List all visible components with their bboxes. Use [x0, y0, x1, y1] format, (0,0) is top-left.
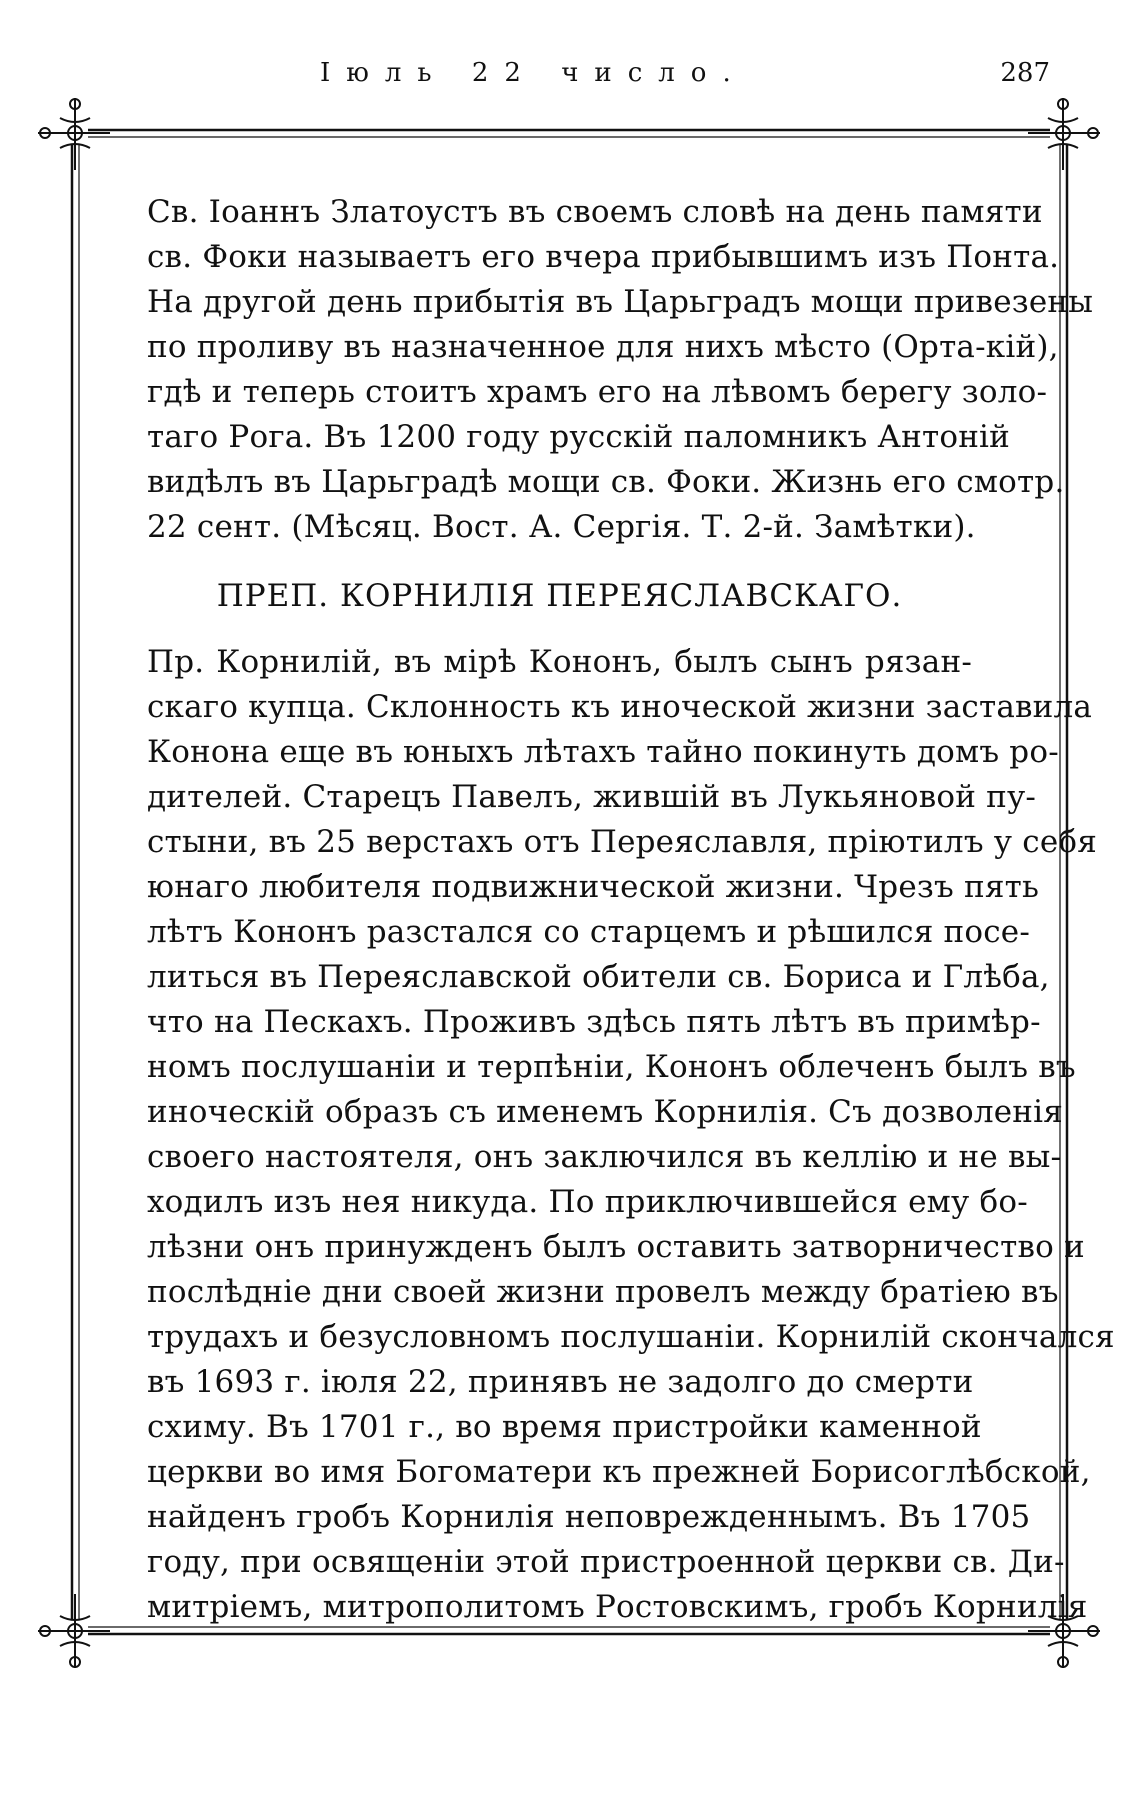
- text-line: скаго купца. Склонность къ иноческой жизни заставила: [147, 689, 1093, 725]
- corner-ornament-bottom-left: [38, 1594, 110, 1668]
- text-line: На другой день прибытія въ Царьградъ мощи привезены: [147, 284, 1094, 320]
- text-line: Пр. Корнилій, въ мірѣ Кононъ, былъ сынъ рязан-: [147, 644, 972, 680]
- text-line: трудахъ и безусловномъ послушаніи. Корнилій скончался: [147, 1319, 1115, 1355]
- text-line: стыни, въ 25 верстахъ отъ Переяславля, пріютилъ у себя: [147, 824, 1098, 860]
- text-line: ходилъ изъ нея никуда. По приключившейся ему бо-: [147, 1184, 1028, 1220]
- text-line: гдѣ и теперь стоитъ храмъ его на лѣвомъ берегу золо-: [147, 374, 1048, 410]
- text-line: св. Фоки называетъ его вчера прибывшимъ изъ Понта.: [147, 239, 1060, 275]
- paragraph-feast-st-phocas: [147, 190, 1094, 550]
- text-line: схиму. Въ 1701 г., во время пристройки каменной: [147, 1409, 982, 1445]
- text-line: номъ послушаніи и терпѣніи, Кононъ облеченъ былъ въ: [147, 1049, 1076, 1085]
- page-number: 287: [1000, 58, 1050, 88]
- corner-ornament-top-right: [1028, 98, 1100, 170]
- text-line: 22 сент. (Мѣсяц. Вост. А. Сергія. Т. 2-й. Замѣтки).: [147, 509, 976, 545]
- page-body: [147, 190, 1115, 1630]
- corner-ornament-top-left: [38, 98, 110, 170]
- text-line: юнаго любителя подвижнической жизни. Чрезъ пять: [147, 869, 1040, 905]
- text-line: видѣлъ въ Царьградѣ мощи св. Фоки. Жизнь его смотр.: [147, 464, 1065, 500]
- text-line: Св. Іоаннъ Златоустъ въ своемъ словѣ на день памяти: [147, 194, 1043, 230]
- text-line: въ 1693 г. іюля 22, принявъ не задолго до смерти: [147, 1364, 974, 1400]
- text-line: дителей. Старецъ Павелъ, жившій въ Лукьяновой пу-: [147, 779, 1037, 815]
- text-line: лѣтъ Кононъ разстался со старцемъ и рѣшился посе-: [147, 914, 1031, 950]
- text-line: послѣдніе дни своей жизни провелъ между братіею въ: [147, 1274, 1059, 1310]
- section-heading: ПРЕП. КОРНИЛІЯ ПЕРЕЯСЛАВСКАГО.: [216, 578, 903, 614]
- text-line: митріемъ, митрополитомъ Ростовскимъ, гробъ Корнилія: [147, 1589, 1088, 1625]
- text-line: лѣзни онъ принужденъ былъ оставить затворничество и: [147, 1229, 1085, 1265]
- text-line: литься въ Переяславской обители св. Бориса и Глѣба,: [147, 959, 1050, 995]
- text-line: церкви во имя Богоматери къ прежней Борисоглѣбской,: [147, 1454, 1091, 1490]
- text-line: Конона еще въ юныхъ лѣтахъ тайно покинуть домъ ро-: [147, 734, 1059, 770]
- text-line: что на Пескахъ. Проживъ здѣсь пять лѣтъ въ примѣр-: [147, 1004, 1041, 1040]
- text-line: году, при освященіи этой пристроенной церкви св. Ди-: [147, 1544, 1065, 1580]
- text-line: своего настоятеля, онъ заключился въ келлію и не вы-: [147, 1139, 1062, 1175]
- text-line: таго Рога. Въ 1200 году русскій паломникъ Антоній: [147, 419, 1011, 455]
- running-title: Іюль 22 число.: [320, 58, 747, 88]
- text-line: иноческій образъ съ именемъ Корнилія. Съ дозволенія: [147, 1094, 1064, 1130]
- text-line: по проливу въ назначенное для нихъ мѣсто (Орта-кій),: [147, 329, 1059, 365]
- paragraph-st-cornelius: [147, 640, 1115, 1630]
- text-line: найденъ гробъ Корнилія неповрежденнымъ. Въ 1705: [147, 1499, 1031, 1535]
